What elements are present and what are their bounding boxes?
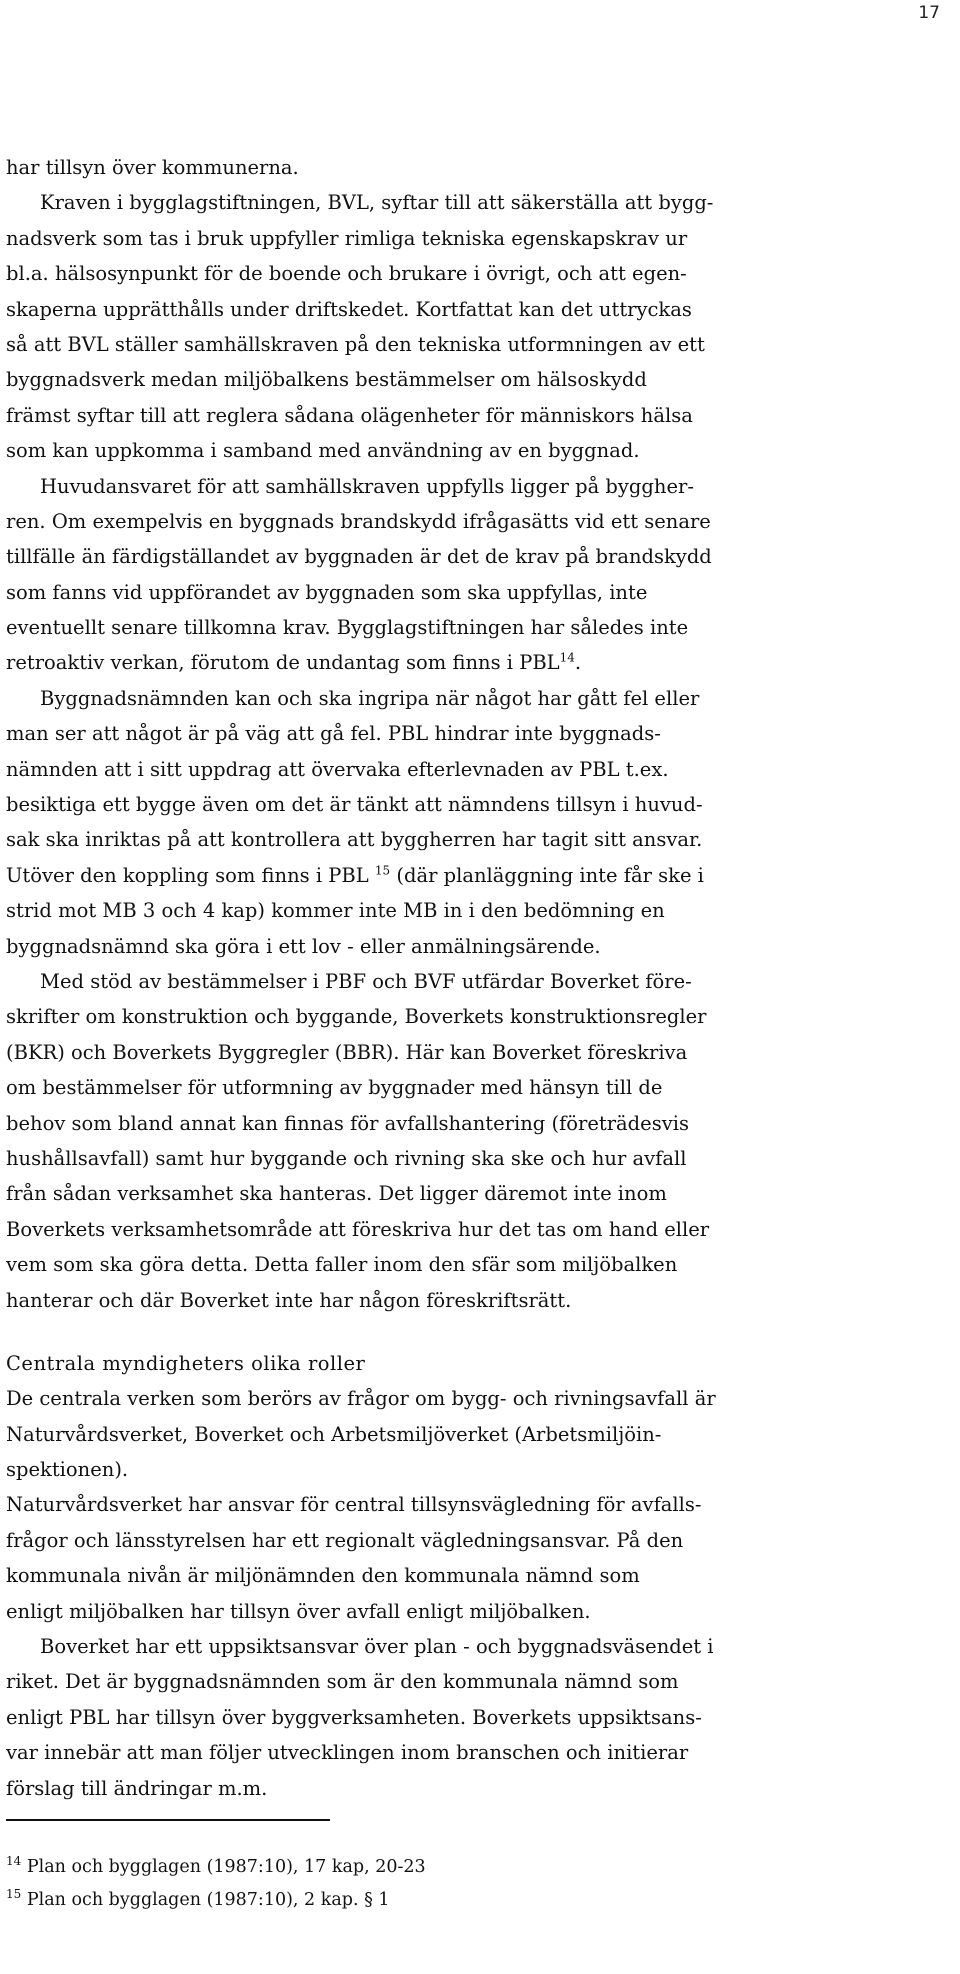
text-line — [6, 610, 924, 645]
text-line — [6, 1664, 924, 1699]
text-line — [6, 1735, 924, 1770]
text-line — [6, 893, 924, 928]
line-text: sak ska inriktas på att kontrollera att byggherren har tagit sitt ansvar. — [6, 828, 703, 852]
line-text: så att BVL ställer samhällskraven på den tekniska utformningen av ett — [6, 332, 705, 356]
text-line — [6, 327, 924, 362]
text-line — [6, 1417, 924, 1452]
line-text: frågor och länsstyrelsen har ett regionalt vägledningsansvar. På den — [6, 1528, 684, 1552]
text-line — [6, 575, 924, 610]
line-text: De centrala verken som berörs av frågor om bygg- och rivningsavfall är — [6, 1387, 716, 1411]
line-text: kommunala nivån är miljönämnden den kommunala nämnd som — [6, 1564, 640, 1588]
footnote-number: 15 — [6, 1887, 22, 1902]
text-line — [6, 1247, 924, 1282]
footnote — [6, 1851, 426, 1884]
line-text: skaperna upprätthålls under driftskedet. Kortfattat kan det uttryckas — [6, 297, 692, 321]
line-text: från sådan verksamhet ska hanteras. Det ligger däremot inte inom — [6, 1182, 667, 1206]
text-line — [6, 504, 924, 539]
footnote-divider — [6, 1819, 330, 1821]
text-line — [6, 1176, 924, 1211]
line-text: Naturvårdsverket har ansvar för central tillsynsvägledning för avfalls- — [6, 1493, 702, 1517]
page-number: 17 — [918, 3, 940, 23]
line-text: förslag till ändringar m.m. — [6, 1776, 268, 1800]
line-text: främst syftar till att reglera sådana olägenheter för människors hälsa — [6, 403, 693, 427]
footnotes — [6, 1851, 426, 1917]
line-text: Huvudansvaret för att samhällskraven uppfylls ligger på byggher- — [40, 474, 694, 498]
line-text: hanterar och där Boverket inte har någon föreskriftsrätt. — [6, 1288, 572, 1312]
line-text: byggnadsverk medan miljöbalkens bestämmelser om hälsoskydd — [6, 368, 647, 392]
text-line — [6, 1381, 924, 1416]
footnote-reference: 15 — [374, 863, 391, 878]
line-text: spektionen). — [6, 1458, 129, 1482]
footnote-number: 14 — [6, 1854, 22, 1869]
line-text: eventuellt senare tillkomna krav. Bygglagstiftningen har således inte — [6, 616, 689, 640]
text-line — [6, 539, 924, 574]
text-line — [6, 1070, 924, 1105]
text-line — [6, 752, 924, 787]
body-text — [6, 150, 924, 1806]
line-text-continued: (där planläggning inte får ske i — [390, 863, 704, 887]
text-line — [6, 858, 924, 893]
text-line — [6, 1106, 924, 1141]
line-text: var innebär att man följer utvecklingen inom branschen och initierar — [6, 1741, 689, 1765]
line-text: nämnden att i sitt uppdrag att övervaka efterlevnaden av PBL t.ex. — [6, 757, 669, 781]
text-line — [6, 822, 924, 857]
line-text: om bestämmelser för utformning av byggnader med hänsyn till de — [6, 1076, 663, 1100]
line-text: skrifter om konstruktion och byggande, Boverkets konstruktionsregler — [6, 1005, 707, 1029]
line-text: enligt PBL har tillsyn över byggverksamheten. Boverkets uppsiktsans- — [6, 1705, 702, 1729]
text-line — [6, 1629, 924, 1664]
line-text: byggnadsnämnd ska göra i ett lov - eller anmälningsärende. — [6, 934, 601, 958]
text-line — [6, 362, 924, 397]
text-line — [6, 645, 924, 680]
line-text: besiktiga ett bygge även om det är tänkt att nämndens tillsyn i huvud- — [6, 793, 703, 817]
text-line — [6, 292, 924, 327]
line-text: Byggnadsnämnden kan och ska ingripa när något har gått fel eller — [40, 686, 700, 710]
line-text-continued: . — [574, 651, 582, 675]
line-text: strid mot MB 3 och 4 kap) kommer inte MB in i den bedömning en — [6, 899, 665, 923]
text-line — [6, 681, 924, 716]
line-text: har tillsyn över kommunerna. — [6, 156, 299, 179]
line-text: vem som ska göra detta. Detta faller inom den sfär som miljöbalken — [6, 1253, 678, 1277]
text-line — [6, 999, 924, 1034]
footnote — [6, 1884, 426, 1917]
text-line — [6, 398, 924, 433]
line-text: nadsverk som tas i bruk uppfyller rimliga tekniska egenskapskrav ur — [6, 226, 688, 250]
line-text: som kan uppkomma i samband med användning av en byggnad. — [6, 439, 640, 463]
text-line — [6, 256, 924, 291]
text-line — [6, 150, 924, 185]
line-text: som fanns vid uppförandet av byggnaden som ska uppfyllas, inte — [6, 580, 648, 604]
line-text: (BKR) och Boverkets Byggregler (BBR). Här kan Boverket föreskriva — [6, 1040, 688, 1064]
line-text: bl.a. hälsosynpunkt för de boende och brukare i övrigt, och att egen- — [6, 262, 687, 286]
text-line — [6, 1771, 924, 1806]
line-text: enligt miljöbalken har tillsyn över avfall enligt miljöbalken. — [6, 1599, 591, 1623]
line-text: riket. Det är byggnadsnämnden som är den kommunala nämnd som — [6, 1670, 679, 1694]
text-line — [6, 1594, 924, 1629]
text-line — [6, 1487, 924, 1522]
line-text: behov som bland annat kan finnas för avfallshantering (företrädesvis — [6, 1111, 689, 1135]
line-text: hushållsavfall) samt hur byggande och rivning ska ske och hur avfall — [6, 1146, 687, 1170]
line-text: Kraven i bygglagstiftningen, BVL, syftar till att säkerställa att bygg- — [40, 191, 714, 215]
line-text: tillfälle än färdigställandet av byggnaden är det de krav på brandskydd — [6, 545, 712, 569]
line-text: Med stöd av bestämmelser i PBF och BVF utfärdar Boverket före- — [40, 969, 692, 993]
line-text: Naturvårdsverket, Boverket och Arbetsmiljöverket (Arbetsmiljöin- — [6, 1422, 662, 1446]
text-line — [6, 716, 924, 751]
line-text: retroaktiv verkan, förutom de undantag som finns i PBL — [6, 651, 560, 675]
text-line — [6, 221, 924, 256]
text-line — [6, 1452, 924, 1487]
line-text: Centrala myndigheters olika roller — [6, 1351, 366, 1375]
text-line — [6, 185, 924, 220]
footnote-text: Plan och bygglagen (1987:10), 17 kap, 20-23 — [21, 1857, 426, 1877]
text-line — [6, 787, 924, 822]
line-text: Boverket har ett uppsiktsansvar över plan - och byggnadsväsendet i — [40, 1635, 714, 1659]
text-line — [6, 1141, 924, 1176]
text-line — [6, 964, 924, 999]
text-line — [6, 1035, 924, 1070]
text-line — [6, 1700, 924, 1735]
text-line — [6, 1283, 924, 1318]
line-text: man ser att något är på väg att gå fel. PBL hindrar inte byggnads- — [6, 722, 661, 746]
line-text: ren. Om exempelvis en byggnads brandskydd ifrågasätts vid ett senare — [6, 509, 711, 533]
text-line — [6, 433, 924, 468]
text-line — [6, 1212, 924, 1247]
line-text: Utöver den koppling som finns i PBL — [6, 863, 375, 887]
footnote-reference: 14 — [559, 650, 575, 665]
line-text: Boverkets verksamhetsområde att föreskriva hur det tas om hand eller — [6, 1217, 710, 1241]
text-line — [6, 1523, 924, 1558]
section-heading — [6, 1346, 924, 1381]
footnote-text: Plan och bygglagen (1987:10), 2 kap. § 1 — [21, 1890, 390, 1910]
text-line — [6, 929, 924, 964]
text-line — [6, 1558, 924, 1593]
text-line — [6, 469, 924, 504]
